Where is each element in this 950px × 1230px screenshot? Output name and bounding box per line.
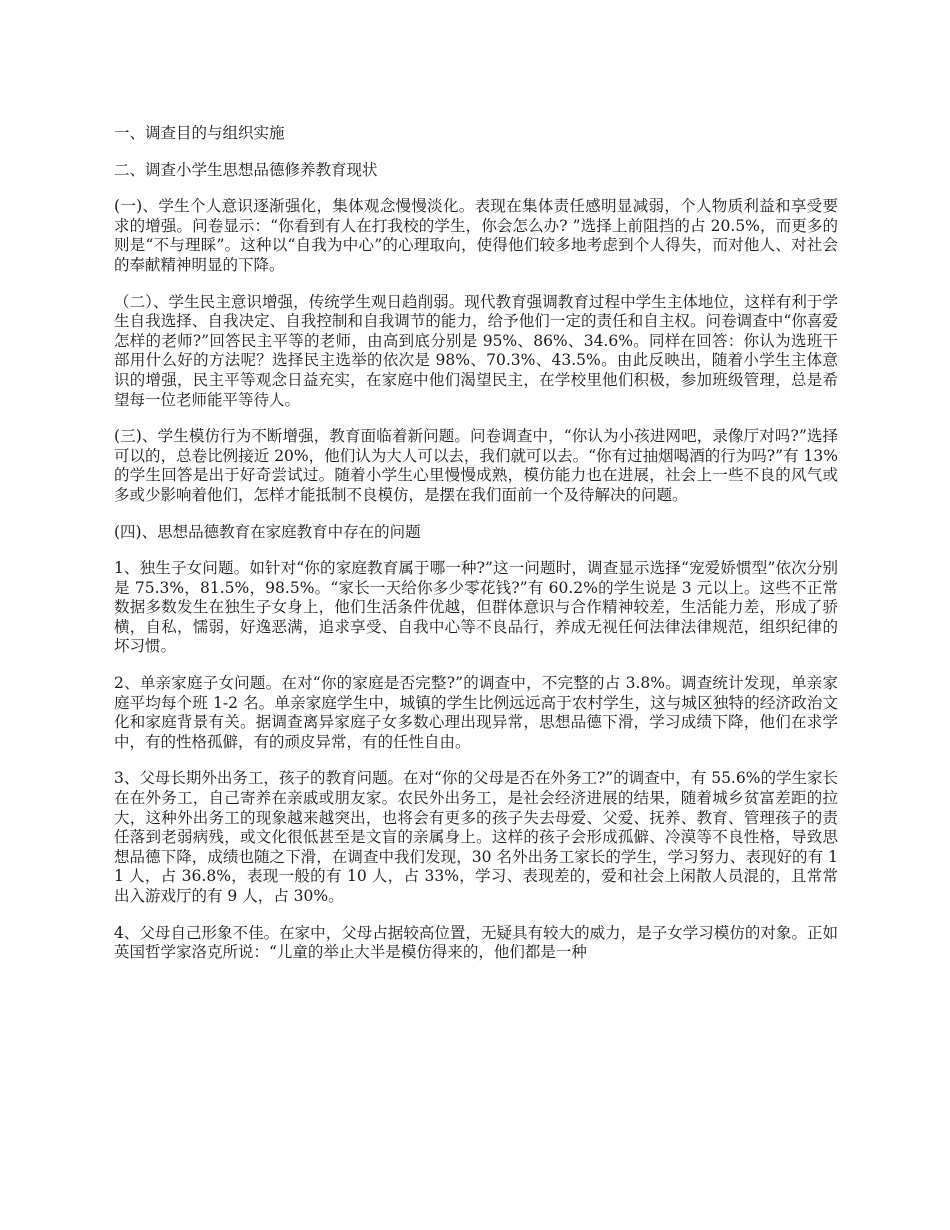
document-body	[114, 124, 838, 980]
paragraph-1: (一)、学生个人意识逐渐强化，集体观念慢慢淡化。表现在集体责任感明显减弱，个人物质利益和享受要求的增强。问卷显示：“你看到有人在打我校的学生，你会怎么办? ”选择上前阻挡的占 20.5%，而更多的则是“不与理睬”。这种以“自我为中心”的心理取向，使得他们较多地考虑到个人得失，而对他人、对社会的奉献精神明显的下降。	[114, 197, 838, 274]
paragraph-3: (三)、学生模仿行为不断增强，教育面临着新问题。问卷调查中，“你认为小孩进网吧，录像厅对吗?”选择可以的，总卷比例接近 20%，他们认为大人可以去，我们就可以去。“你有过抽烟喝酒的行为吗?”有 13%的学生回答是出于好奇尝试过。随着小学生心里慢慢成熟，模仿能力也在进展，社会上一些不良的风气或多或少影响着他们，怎样才能抵制不良模仿，是摆在我们面前一个及待解决的问题。	[114, 427, 838, 504]
paragraph-4: 1、独生子女问题。如针对“你的家庭教育属于哪一种?”这一问题时，调查显示选择“宠爱娇惯型”依次分别是 75.3%，81.5%，98.5%。“家长一天给你多少零花钱?”有 60.2%的学生说是 3 元以上。这些不正常数据多数发生在独生子女身上，他们生活条件优越，但群体意识与合作精神较差，生活能力差，形成了骄横，自私，懦弱，好逸恶满，追求享受、自我中心等不良品行，养成无视任何法律法律规范，组织纪律的坏习惯。	[114, 559, 838, 656]
subsection-heading-4: (四)、思想品德教育在家庭教育中存在的问题	[114, 522, 421, 541]
paragraph-6: 3、父母长期外出务工，孩子的教育问题。在对“你的父母是否在外务工?”的调查中，有 55.6%的学生家长在在外务工，自己寄养在亲戚或朋友家。农民外出务工，是社会经济进展的结果，随着城乡贫富差距的拉大，这种外出务工的现象越来越突出，也将会有更多的孩子失去母爱、父爱、抚养、教育、管理孩子的责任落到老弱病残，或文化很低甚至是文盲的亲属身上。这样的孩子会形成孤僻、冷漠等不良性格，导致思想品德下降，成绩也随之下滑，在调查中我们发现，30 名外出务工家长的学生，学习努力、表现好的有 11 人，占 36.8%，表现一般的有 10 人，占 33%，学习、表现差的，爱和社会上闲散人员混的，且常常出入游戏厅的有 9 人，占 30%。	[114, 769, 838, 905]
paragraph-5: 2、单亲家庭子女问题。在对“你的家庭是否完整?”的调查中，不完整的占 3.8%。调查统计发现，单亲家庭平均每个班 1-2 名。单亲家庭学生中，城镇的学生比例远远高于农村学生，这与城区独特的经济政治文化和家庭背景有关。据调查离异家庭子女多数心理出现异常，思想品德下滑，学习成绩下降，他们在求学中，有的性格孤僻，有的顽皮异常，有的任性自由。	[114, 674, 838, 751]
section-heading-1: 一、调查目的与组织实施	[114, 124, 285, 142]
section-heading-2: 二、调查小学生思想品德修养教育现状	[114, 160, 378, 179]
paragraph-2: （二）、学生民主意识增强，传统学生观日趋削弱。现代教育强调教育过程中学生主体地位，这样有利于学生自我选择、自我决定、自我控制和自我调节的能力，给予他们一定的责任和自主权。问卷调查中“你喜爱怎样的老师?”回答民主平等的老师，由高到底分别是 95%、86%、34.6%。同样在回答：你认为选班干部用什么好的方法呢？选择民主选举的依次是 98%、70.3%、43.5%。由此反映出，随着小学生主体意识的增强，民主平等观念日益充实，在家庭中他们渴望民主，在学校里他们积极，参加班级管理，总是希望每一位老师能平等待人。	[114, 292, 838, 409]
paragraph-7: 4、父母自己形象不佳。在家中，父母占据较高位置，无疑具有较大的威力，是子女学习模仿的对象。正如英国哲学家洛克所说：“儿童的举止大半是模仿得来的，他们都是一种	[114, 923, 838, 962]
